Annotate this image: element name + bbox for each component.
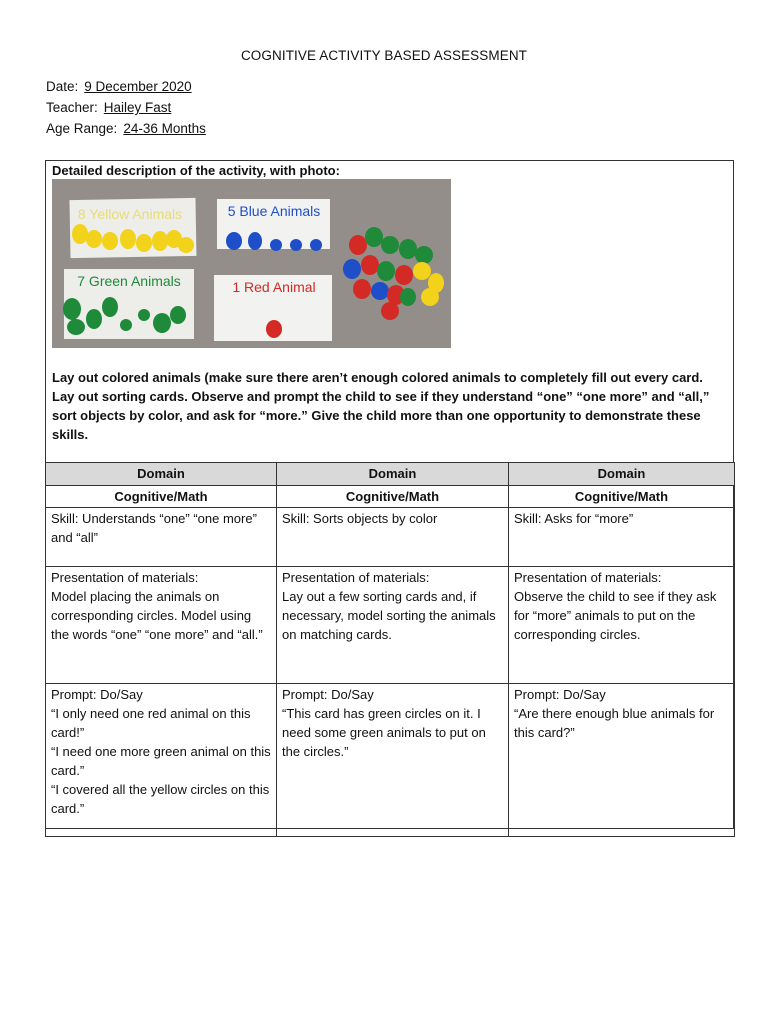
teacher-line (46, 100, 171, 115)
description-label: Detailed description of the activity, with photo: (52, 163, 340, 178)
yellow-card-label: 8 Yellow Animals (77, 206, 183, 222)
skill-cell: Skill: Asks for “more” (509, 508, 735, 567)
date-line (46, 79, 192, 94)
prompt-line: “This card has green circles on it. I need some green animals to put on the circles.” (282, 706, 486, 759)
green-card (63, 269, 194, 339)
domain-cell: Cognitive/Math (277, 486, 509, 508)
skill-cell: Skill: Sorts objects by color (277, 508, 509, 567)
red-card-label: 1 Red Animal (232, 279, 316, 295)
prompt-line: “Are there enough blue animals for this card?” (514, 706, 715, 740)
description-text: Lay out colored animals (make sure there aren’t enough colored animals to completely fill out every card. Lay out sorting cards. Observe and prompt the child to see if they understand “one” “one more” and “all,” sort objects by color, and ask for “more.” Give the child more than one opportunity to demonstrate these skills. (52, 370, 710, 442)
yellow-card (69, 198, 196, 258)
domain-header: Domain (277, 463, 509, 486)
prompt-cell (509, 684, 735, 837)
presentation-cell (509, 567, 735, 684)
age-range-value: 24-36 Months (123, 121, 206, 136)
date-value: 9 December 2020 (84, 79, 192, 94)
skill-cell: Skill: Understands “one” “one more” and “all” (46, 508, 277, 567)
age-range-line (46, 121, 206, 136)
age-range-label: Age Range: (46, 121, 118, 136)
presentation-label: Presentation of materials: (282, 570, 430, 585)
domain-cell: Cognitive/Math (46, 486, 277, 508)
presentation-cell (46, 567, 277, 684)
domain-header: Domain (509, 463, 735, 486)
presentation-label: Presentation of materials: (514, 570, 662, 585)
prompt-cell (46, 684, 277, 837)
prompt-label: Prompt: Do/Say (51, 687, 143, 702)
presentation-text: Model placing the animals on corresponding circles. Model using the words “one” “one more” and “all.” (51, 589, 263, 642)
green-card-label: 7 Green Animals (77, 273, 181, 289)
red-card (214, 275, 332, 341)
prompt-row (46, 684, 735, 837)
activity-photo (52, 179, 451, 348)
sorting-cards-photo (52, 179, 451, 348)
blue-card-label: 5 Blue Animals (227, 203, 321, 219)
presentation-label: Presentation of materials: (51, 570, 199, 585)
presentation-row (46, 567, 735, 684)
prompt-cell (277, 684, 509, 837)
prompt-label: Prompt: Do/Say (514, 687, 606, 702)
skill-row (46, 508, 735, 567)
prompt-label: Prompt: Do/Say (282, 687, 374, 702)
domain-header: Domain (46, 463, 277, 486)
prompt-line: “I covered all the yellow circles on this card.” (51, 782, 270, 816)
presentation-cell (277, 567, 509, 684)
presentation-text: Lay out a few sorting cards and, if necessary, model sorting the animals on matching cards. (282, 589, 496, 642)
domain-cell: Cognitive/Math (509, 486, 735, 508)
activity-box (45, 160, 734, 829)
domain-header-row (46, 463, 735, 486)
teacher-label: Teacher: (46, 100, 98, 115)
domain-row (46, 486, 735, 508)
presentation-text: Observe the child to see if they ask for “more” animals to put on the corresponding circles. (514, 589, 717, 642)
prompt-line: “I only need one red animal on this card!” (51, 706, 251, 740)
teacher-value: Hailey Fast (103, 100, 172, 115)
prompt-line: “I need one more green animal on this card.” (51, 744, 271, 778)
page-title: COGNITIVE ACTIVITY BASED ASSESSMENT (240, 48, 528, 63)
date-label: Date: (46, 79, 79, 94)
blue-card (217, 199, 330, 251)
assessment-table (45, 462, 735, 837)
